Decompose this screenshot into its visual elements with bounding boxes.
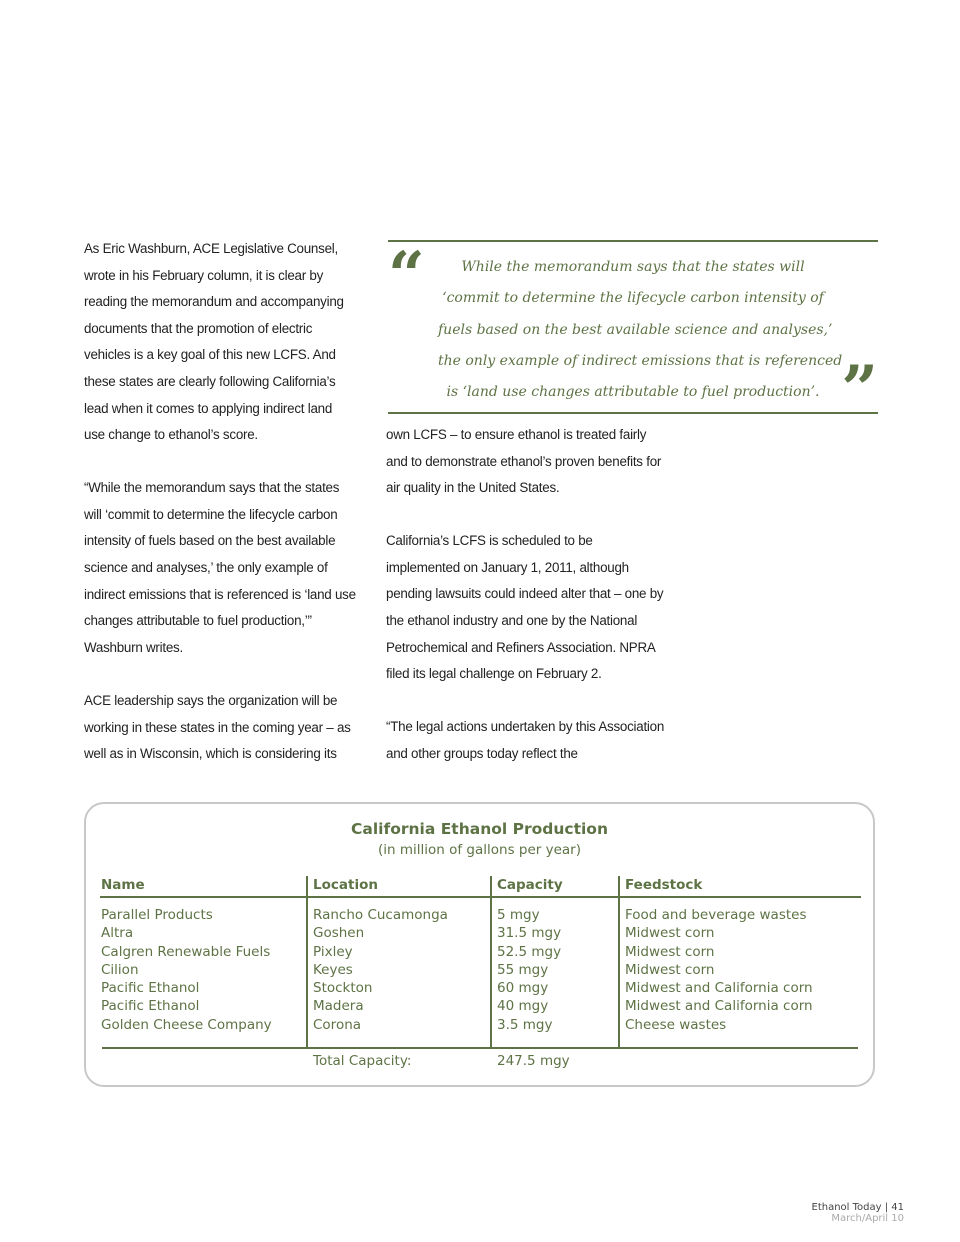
cell-location: Pixley bbox=[313, 943, 353, 960]
feedstock-column bbox=[625, 906, 813, 1034]
cell-name: Cilion bbox=[101, 961, 139, 978]
page-footer bbox=[812, 1202, 905, 1224]
cell-name: Parallel Products bbox=[101, 907, 213, 923]
cell-feedstock: Cheese wastes bbox=[625, 1016, 727, 1033]
column-divider bbox=[618, 876, 620, 1047]
pull-quote-line: fuels based on the best available science and analyses,’ bbox=[438, 321, 833, 338]
cell-feedstock: Midwest and California corn bbox=[625, 980, 813, 997]
cell-name: Pacific Ethanol bbox=[101, 980, 200, 997]
article-middle-column bbox=[386, 422, 666, 794]
article-left-column bbox=[84, 236, 356, 794]
cell-name: Calgren Renewable Fuels bbox=[101, 943, 271, 960]
issue-date: March/April 10 bbox=[831, 1213, 904, 1224]
cell-capacity: 3.5 mgy bbox=[497, 1016, 553, 1033]
cell-location: Rancho Cucamonga bbox=[313, 907, 448, 923]
cell-feedstock: Midwest corn bbox=[625, 961, 715, 978]
cell-location: Keyes bbox=[313, 961, 353, 978]
article-paragraph: California’s LCFS is scheduled to be implemented on January 1, 2011, although pending lawsuits could indeed alter that – one by the ethanol industry and one by the National Petrochemical and Refiners Association. NPRA filed its legal challenge on February 2. bbox=[386, 533, 664, 682]
table-subtitle: (in million of gallons per year) bbox=[377, 842, 581, 858]
cell-capacity: 5 mgy bbox=[497, 907, 540, 923]
pull-quote-line: While the memorandum says that the states will bbox=[461, 259, 805, 275]
cell-feedstock: Midwest corn bbox=[625, 943, 715, 960]
cell-capacity: 60 mgy bbox=[497, 980, 549, 997]
cell-location: Corona bbox=[313, 1016, 362, 1033]
pull-quote bbox=[388, 238, 878, 427]
total-value: 247.5 mgy bbox=[497, 1053, 570, 1069]
cell-name: Altra bbox=[101, 925, 134, 942]
cell-name: Golden Cheese Company bbox=[101, 1016, 272, 1033]
total-rule bbox=[102, 1047, 858, 1049]
cell-capacity: 40 mgy bbox=[497, 998, 549, 1015]
cell-capacity: 55 mgy bbox=[497, 961, 549, 978]
article-paragraph: “The legal actions undertaken by this Association and other groups today reflect the bbox=[386, 719, 665, 761]
header-capacity: Capacity bbox=[497, 877, 563, 893]
cell-feedstock: Food and beverage wastes bbox=[625, 907, 807, 923]
header-feedstock: Feedstock bbox=[625, 877, 703, 893]
article-paragraph: As Eric Washburn, ACE Legislative Counsel, wrote in his February column, it is clear by reading the memorandum and accompanying documents that the promotion of electric vehicles is a key goal of this new LCFS. And these states are clearly following California’s lead when it comes to applying indirect land use change to ethanol’s score. bbox=[84, 241, 344, 443]
cell-name: Pacific Ethanol bbox=[101, 998, 200, 1015]
article-paragraph: “While the memorandum says that the states will ‘commit to determine the lifecycle carbon intensity of fuels based on the best available science and analyses,’ the only example of indirect emissions that is referenced is ‘land use changes attributable to fuel production,’” Washburn writes. bbox=[84, 480, 356, 655]
pull-quote-text bbox=[438, 252, 843, 408]
cell-feedstock: Midwest corn bbox=[625, 925, 715, 942]
cell-capacity: 31.5 mgy bbox=[497, 925, 562, 942]
column-divider bbox=[490, 876, 492, 1047]
pull-quote-line: ‘commit to determine the lifecycle carbon intensity of bbox=[442, 290, 824, 307]
cell-location: Stockton bbox=[313, 980, 373, 997]
cell-location: Madera bbox=[313, 998, 364, 1015]
publication-page-number: Ethanol Today | 41 bbox=[811, 1202, 904, 1213]
article-paragraph: own LCFS – to ensure ethanol is treated fairly and to demonstrate ethanol’s proven benefits for air quality in the United States. bbox=[386, 427, 662, 496]
header-rule bbox=[100, 896, 861, 898]
location-column bbox=[313, 906, 448, 1034]
header-name: Name bbox=[101, 877, 145, 893]
cell-capacity: 52.5 mgy bbox=[497, 943, 562, 960]
open-quote-icon: “ bbox=[388, 238, 425, 313]
cell-feedstock: Midwest and California corn bbox=[625, 998, 813, 1015]
cell-location: Goshen bbox=[313, 925, 365, 942]
header-location: Location bbox=[313, 877, 378, 893]
pull-quote-line: the only example of indirect emissions that is referenced bbox=[438, 352, 843, 369]
capacity-column bbox=[497, 906, 561, 1034]
column-divider bbox=[306, 876, 308, 1047]
close-quote-icon: ” bbox=[841, 352, 878, 427]
name-column bbox=[101, 906, 272, 1034]
article-paragraph: ACE leadership says the organization will be working in these states in the coming year – as well as in Wisconsin, which is considering its bbox=[84, 692, 351, 762]
table-title: California Ethanol Production bbox=[351, 820, 608, 838]
total-label: Total Capacity: bbox=[313, 1053, 412, 1069]
pull-quote-line: is ‘land use changes attributable to fuel production’. bbox=[446, 384, 820, 401]
production-table-box bbox=[84, 802, 875, 1087]
